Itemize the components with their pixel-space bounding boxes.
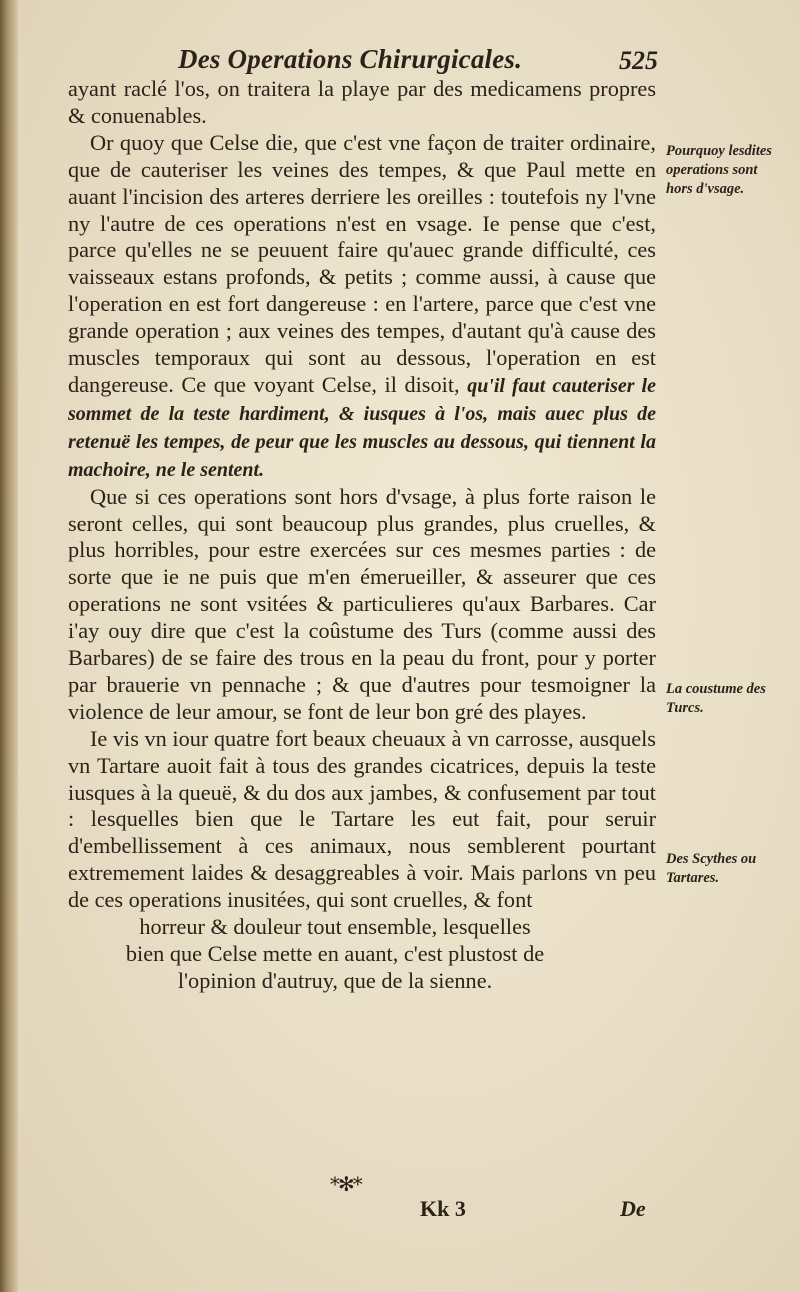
tailpiece-ornament: *✻*: [330, 1172, 361, 1196]
paragraph-barbares: Que si ces operations sont hors d'vsage, à plus forte raison le seront celles, qui sont beaucoup plus grandes, plus cruelles, & plus horribles, pour estre exercées sur ces mesmes parties : de sorte que ie ne puis que m'en émerueiller, & asseurer que ces operations ne sont vsitées & particulieres qu'aux Barbares. Car i'ay ouy dire que c'est la coûstume des Turs (comme aussi des Barbares) de se faire des trous en la peau du front, pour y porter par brauerie vn pennache ; & que d'autres pour tesmoigner la violence de leur amour, se font de leur bon gré des playes.: [68, 483, 656, 724]
margin-note-coustume: La coustume des Turcs.: [666, 681, 766, 716]
paragraph-celse: [68, 130, 656, 484]
margin-note-pourquoy: Pourquoy lesdites operations sont hors d'vsage.: [666, 143, 772, 197]
paragraph-closing: horreur & douleur tout ensemble, lesquelles bien que Celse mette en auant, c'est plustost de l'opinion d'autruy, que de la sienne.: [125, 914, 545, 993]
page-gutter: [0, 0, 18, 1292]
running-head-title: Des Operations Chirurgicales.: [178, 44, 523, 74]
paragraph-tartare: Ie vis vn iour quatre fort beaux cheuaux à vn carrosse, ausquels vn Tartare auoit fait à tous des grandes cicatrices, depuis la teste iusques à la queuë, & du dos aux jambes, & confusement par tout : lesquelles bien que le Tartare les eut fait, pour seruir d'embellissement à ces animaux, nous semblerent pourtant extremement laides & desaggreables à voir. Mais parlons vn peu de ces operations inusitées, qui sont cruelles, & font: [68, 725, 656, 913]
paragraph-continuation: ayant raclé l'os, on traitera la playe par des medicamens propres & conuenables.: [68, 76, 656, 128]
celse-quotation: qu'il faut cauteriser le sommet de la teste hardiment, & iusques à l'os, mais auec plus de retenuë les tempes, de peur que les muscles au dessous, qui tiennent la machoire, ne le sentent.: [68, 374, 656, 481]
signature-mark: Kk 3: [420, 1196, 466, 1221]
catchword: De: [620, 1196, 646, 1221]
margin-note-scythes: Des Scythes ou Tartares.: [666, 851, 757, 886]
body-text: [68, 76, 656, 995]
paragraph-celse-text: Or quoy que Celse die, que c'est vne façon de traiter ordinaire, que de cauteriser les veines des tempes, & que Paul mette en auant l'incision des arteres derriere les oreilles : toutefois ny l'vne ny l'autre de ces operations n'est en vsage. Ie pense que c'est, parce qu'elles ne se peuuent faire qu'auec grande difficulté, ces vaisseaux estans profonds, & petits ; comme aussi, à cause que l'operation en est fort dangereuse : en l'artere, parce que c'est vne grande operation ; aux veines des tempes, d'autant qu'à cause des muscles temporaux qui sont au dessous, l'operation en est dangereuse. Ce que voyant Celse, il disoit,: [68, 129, 656, 397]
page-number: 525: [619, 46, 658, 75]
